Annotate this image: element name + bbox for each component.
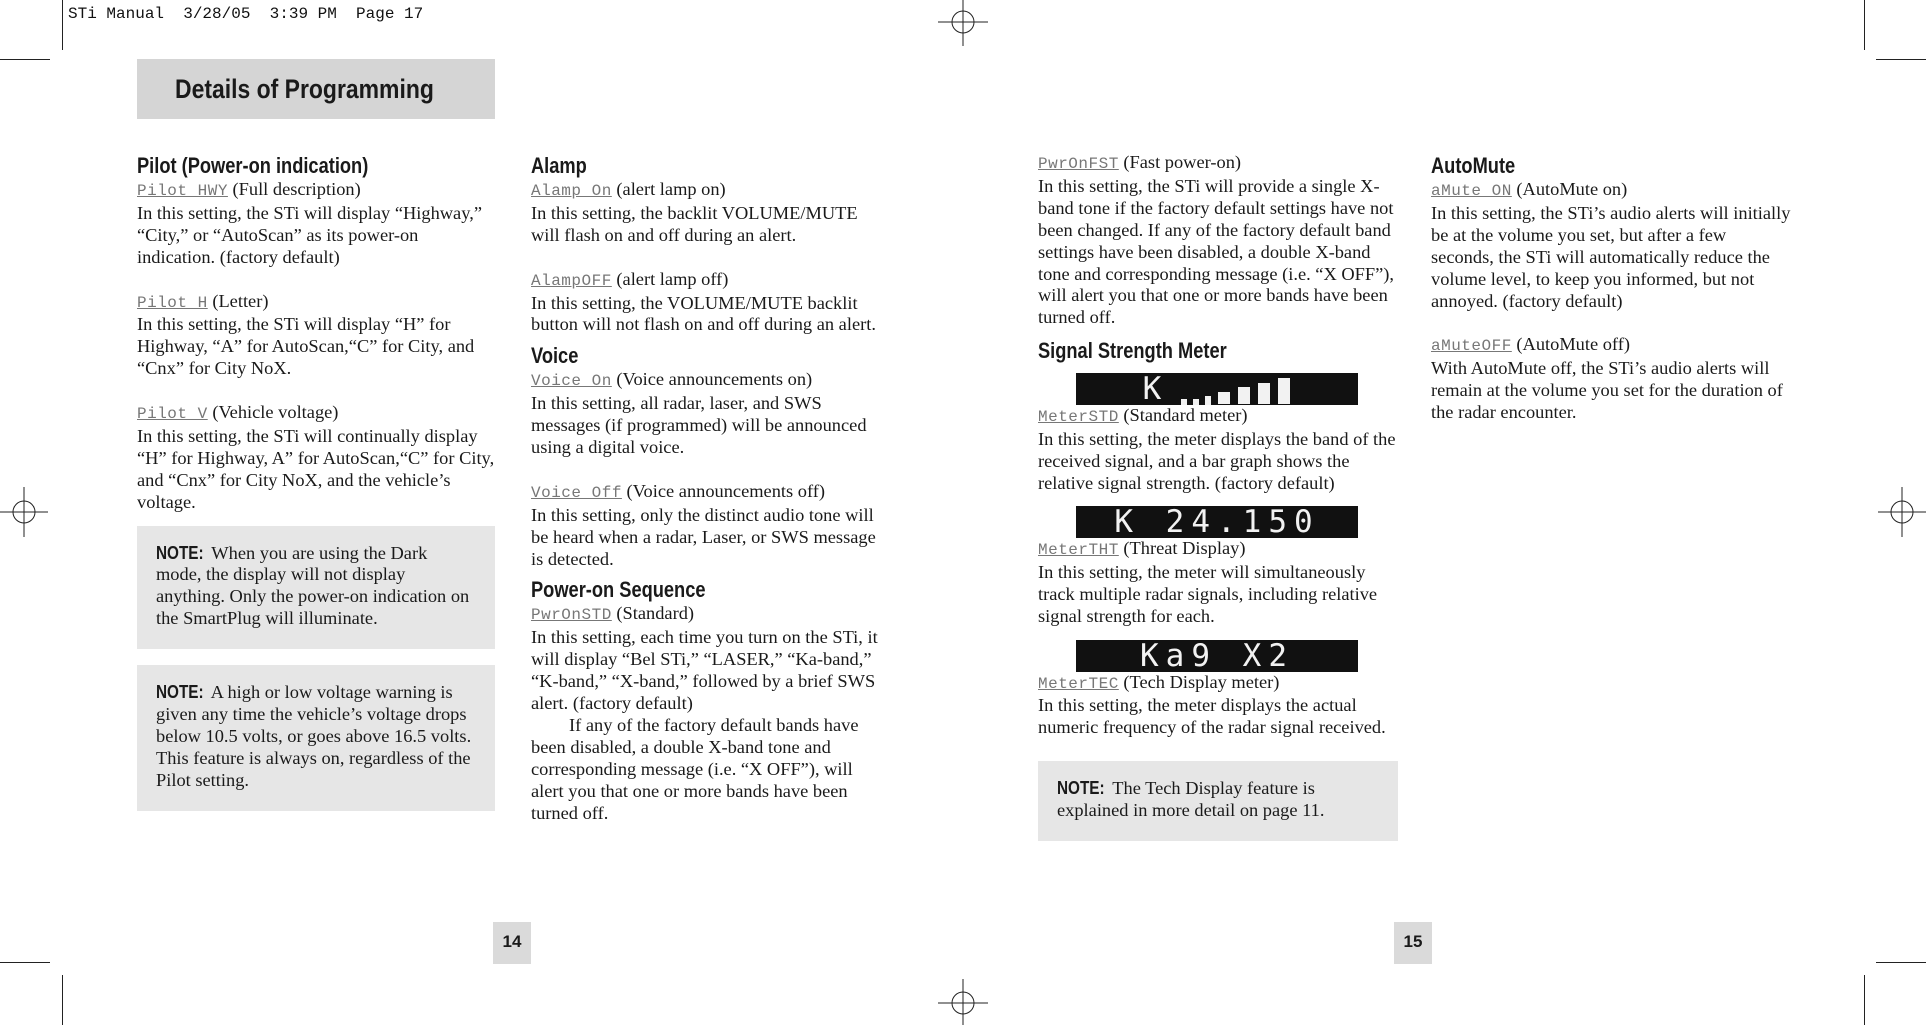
meter-tht-option xyxy=(1038,538,1398,562)
signal-bar xyxy=(1205,396,1211,405)
alamp-off-option xyxy=(531,269,886,293)
registration-mark-icon xyxy=(938,0,988,50)
setting-code: PwrOnFST xyxy=(1038,155,1119,173)
voice-off-option xyxy=(531,481,886,505)
setting-desc: (Standard) xyxy=(611,603,695,624)
setting-body-continued: If any of the factory default bands have been disabled, a double X-band tone and corresponding message (i.e. “X OFF”), will alert you that one or more bands have been turned off. xyxy=(531,715,859,823)
note-voltage-warning xyxy=(137,665,495,811)
setting-body: In this setting, each time you turn on the STi, it will display “Bel STi,” “LASER,” “Ka-band,” “K-band,” “X-band,” followed by a brief SWS alert. (factory default) xyxy=(531,627,878,714)
note-text: A high or low voltage warning is given any time the vehicle’s voltage drops below 10.5 volts, or goes above 16.5 volts. This feature is always on, regardless of the Pilot setting. xyxy=(156,682,472,790)
setting-code: PwrOnSTD xyxy=(531,606,612,625)
power-on-fast-option xyxy=(1038,152,1398,176)
setting-desc: (alert lamp off) xyxy=(611,268,729,289)
pilot-heading: Pilot (Power-on indication) xyxy=(137,153,369,178)
lcd-threat-display: K 24.150 xyxy=(1076,506,1358,538)
alamp-heading: Alamp xyxy=(531,153,587,178)
lcd-band-letter: K xyxy=(1142,373,1162,406)
setting-body: In this setting, the STi’s audio alerts will initially be at the volume you set, but after a few seconds, the STi will automatically reduce the volume level, to keep you informed, but not annoyed. (factory default) xyxy=(1431,202,1791,311)
registration-mark-icon xyxy=(938,975,988,1025)
setting-desc: (Vehicle voltage) xyxy=(207,402,339,423)
pilot-h-option xyxy=(137,291,495,315)
setting-desc: (Standard meter) xyxy=(1118,405,1248,426)
signal-bar xyxy=(1277,377,1291,405)
crop-mark xyxy=(1876,59,1926,60)
page-number-left: 14 xyxy=(493,922,531,964)
registration-mark-icon xyxy=(1876,487,1926,537)
setting-body: In this setting, all radar, laser, and SWS messages (if programmed) will be announced using a digital voice. xyxy=(531,393,867,458)
note-text: When you are using the Dark mode, the display will not display anything. Only the power-on indication on the SmartPlug will illuminate. xyxy=(156,542,470,629)
signal-bar xyxy=(1237,386,1251,405)
setting-body: In this setting, the backlit VOLUME/MUTE will flash on and off during an alert. xyxy=(531,202,858,245)
setting-body: In this setting, the meter displays the actual numeric frequency of the radar signal received. xyxy=(1038,695,1386,738)
setting-desc: (AutoMute on) xyxy=(1511,179,1628,199)
setting-code: Pilot HWY xyxy=(137,182,228,200)
voice-on-option xyxy=(531,369,886,393)
setting-body: In this setting, the STi will display “H” for Highway, “A” for AutoScan,“C” for City, and “Cnx” for City NoX. xyxy=(137,314,475,379)
column-signal-meter xyxy=(1038,152,1398,841)
setting-body: In this setting, the meter displays the band of the received signal, and a bar graph shows the relative signal strength. (factory default) xyxy=(1038,429,1396,493)
registration-mark-icon xyxy=(0,487,50,537)
column-pilot xyxy=(137,152,495,811)
crop-mark xyxy=(0,962,50,963)
setting-body: In this setting, the VOLUME/MUTE backlit button will not flash on and off during an alert. xyxy=(531,292,876,335)
setting-body: In this setting, only the distinct audio tone will be heard when a radar, Laser, or SWS message is detected. xyxy=(531,504,876,569)
crop-mark xyxy=(1876,962,1926,963)
setting-desc: (alert lamp on) xyxy=(611,179,726,199)
power-on-std-option xyxy=(531,603,886,627)
note-label: NOTE: xyxy=(156,542,204,563)
lcd-tech-display: Ka9 X2 xyxy=(1076,640,1358,672)
automute-off-option xyxy=(1431,334,1791,358)
setting-code: MeterTEC xyxy=(1038,674,1119,693)
signal-bar xyxy=(1257,382,1271,405)
crop-mark xyxy=(1864,0,1865,50)
setting-desc: (Letter) xyxy=(207,290,269,311)
setting-desc: (Fast power-on) xyxy=(1118,152,1242,172)
setting-desc: (Voice announcements on) xyxy=(611,369,813,390)
note-label: NOTE: xyxy=(156,682,204,703)
section-header xyxy=(137,59,495,119)
section-title: Details of Programming xyxy=(175,74,434,104)
setting-body: In this setting, the STi will continually display “H” for Highway, A” for AutoScan,“C” for City, and “Cnx” for City NoX, and the vehicle’s voltage. xyxy=(137,425,495,512)
column-alamp-voice-power xyxy=(531,152,886,825)
lcd-standard-meter xyxy=(1076,373,1358,405)
setting-code: Pilot H xyxy=(137,293,208,312)
setting-code: MeterTHT xyxy=(1038,540,1119,559)
page-number-right: 15 xyxy=(1394,922,1432,964)
setting-code: AlampOFF xyxy=(531,271,612,290)
alamp-on-option xyxy=(531,179,886,203)
automute-on-option xyxy=(1431,179,1791,203)
meter-tec-option xyxy=(1038,672,1398,696)
pilot-hwy-option xyxy=(137,179,495,203)
signal-meter-heading: Signal Strength Meter xyxy=(1038,338,1227,364)
column-automute xyxy=(1431,152,1791,424)
crop-mark xyxy=(1864,975,1865,1025)
setting-desc: (AutoMute off) xyxy=(1511,334,1630,355)
setting-body: In this setting, the STi will display “Highway,” “City,” or “AutoScan” as its power-on indication. (factory default) xyxy=(137,202,482,267)
power-on-heading: Power-on Sequence xyxy=(531,577,706,603)
setting-body: With AutoMute off, the STi’s audio alerts will remain at the volume you set for the duration of the radar encounter. xyxy=(1431,358,1783,423)
crop-mark xyxy=(62,975,63,1025)
setting-code: Voice Off xyxy=(531,483,622,502)
note-label: NOTE: xyxy=(1057,778,1105,799)
setting-code: MeterSTD xyxy=(1038,408,1119,427)
voice-heading: Voice xyxy=(531,343,579,369)
crop-mark xyxy=(62,0,63,50)
setting-desc: (Tech Display meter) xyxy=(1118,671,1280,692)
setting-desc: (Full description) xyxy=(227,179,361,199)
setting-code: Pilot V xyxy=(137,405,208,424)
note-dark-mode xyxy=(137,526,495,650)
setting-code: Voice On xyxy=(531,372,612,391)
automute-heading: AutoMute xyxy=(1431,153,1516,178)
setting-code: aMuteOFF xyxy=(1431,337,1512,356)
setting-desc: (Threat Display) xyxy=(1118,537,1246,558)
meter-std-option xyxy=(1038,405,1398,429)
note-text: The Tech Display feature is explained in more detail on page 11. xyxy=(1057,778,1325,821)
crop-mark xyxy=(0,59,50,60)
signal-bar xyxy=(1217,391,1231,405)
printer-slug: STi Manual 3/28/05 3:39 PM Page 17 xyxy=(68,5,424,23)
setting-code: Alamp On xyxy=(531,182,612,200)
setting-code: aMute ON xyxy=(1431,182,1512,200)
setting-body: In this setting, the STi will provide a single X-band tone if the factory default settings have not been changed. If any of the factory default band settings have been disabled, a double X-band tone and corresponding message (i.e. “X OFF”), will alert you that one or more bands have been turned off. xyxy=(1038,175,1394,328)
setting-desc: (Voice announcements off) xyxy=(621,480,826,501)
note-tech-display xyxy=(1038,761,1398,841)
setting-body: In this setting, the meter will simultaneously track multiple radar signals, including relative signal strength for each. xyxy=(1038,561,1378,626)
pilot-v-option xyxy=(137,402,495,426)
